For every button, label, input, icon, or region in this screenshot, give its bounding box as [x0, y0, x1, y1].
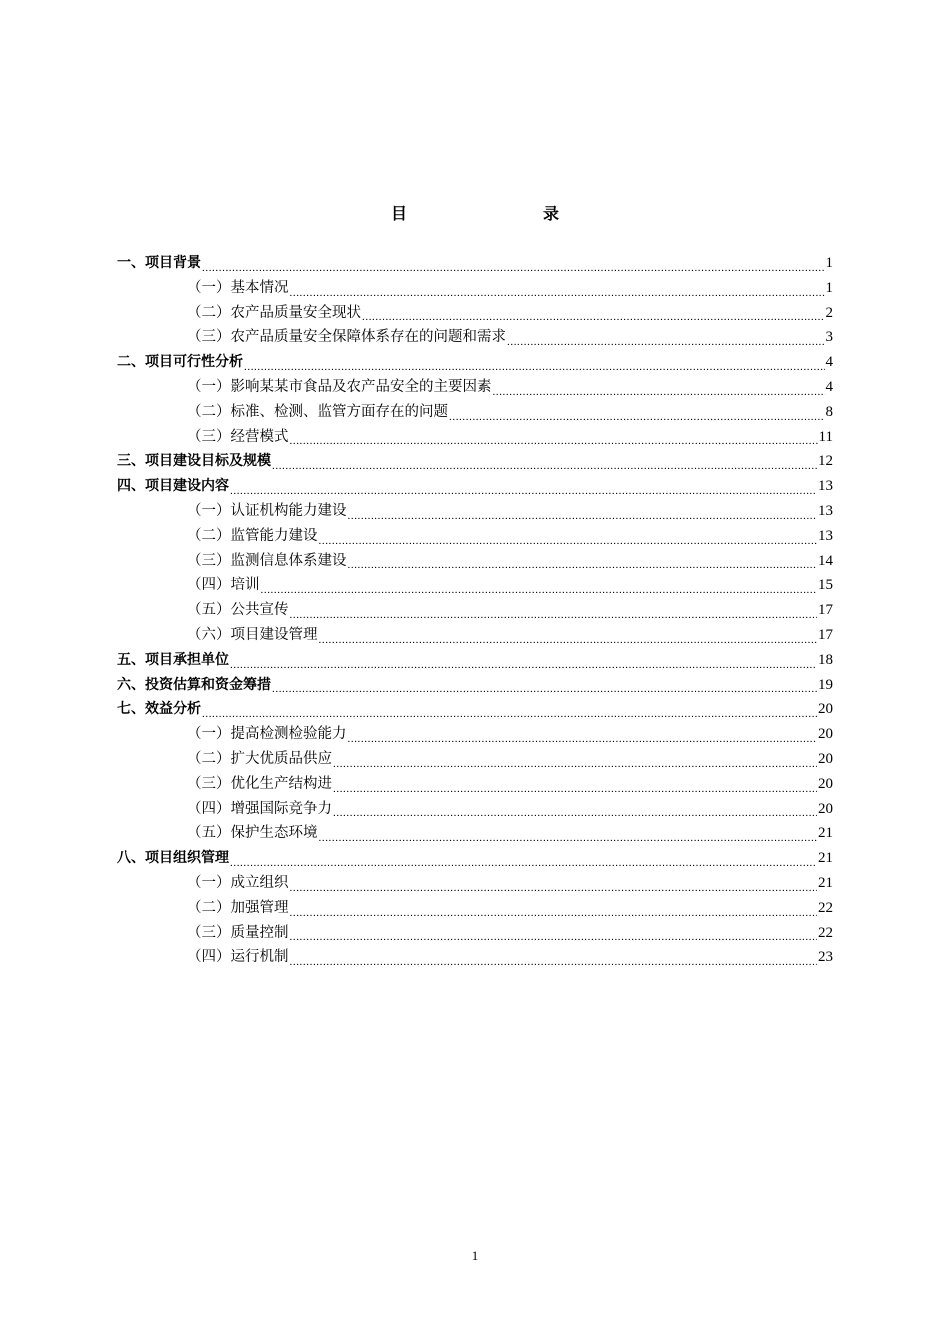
toc-entry-title: （一）成立组织 — [187, 874, 289, 891]
toc-entry-title: 五、项目承担单位 — [117, 651, 229, 668]
toc-chapter-entry[interactable] — [117, 350, 833, 375]
toc-entry-title: （六）项目建设管理 — [187, 626, 318, 643]
toc-entry-page: 17 — [818, 602, 833, 619]
toc-entry-title: 八、项目组织管理 — [117, 850, 229, 867]
toc-entry-page: 1 — [825, 279, 833, 296]
toc-section-entry[interactable] — [117, 425, 833, 450]
toc-entry-page: 11 — [818, 428, 833, 445]
toc-section-entry[interactable] — [117, 524, 833, 549]
toc-section-entry[interactable] — [117, 871, 833, 896]
toc-section-entry[interactable] — [117, 772, 833, 797]
toc-entry-title: （一）影响某某市食品及农产品安全的主要因素 — [187, 378, 492, 395]
toc-entry-title: 三、项目建设目标及规模 — [117, 453, 271, 470]
toc-entry-page: 2 — [825, 304, 833, 321]
toc-chapter-entry[interactable] — [117, 846, 833, 871]
toc-entry-title: （一）提高检测检验能力 — [187, 726, 347, 743]
toc-entry-page: 13 — [818, 502, 833, 519]
toc-dot-leader — [202, 697, 817, 722]
toc-section-entry[interactable] — [117, 747, 833, 772]
toc-dot-leader — [290, 945, 818, 970]
toc-entry-page: 13 — [818, 478, 833, 495]
toc-dot-leader — [261, 573, 818, 598]
toc-section-entry[interactable] — [117, 896, 833, 921]
toc-entry-page: 20 — [818, 701, 833, 718]
toc-section-entry[interactable] — [117, 549, 833, 574]
toc-section-entry[interactable] — [117, 325, 833, 350]
toc-entry-title: 二、项目可行性分析 — [117, 354, 243, 371]
toc-dot-leader — [333, 772, 817, 797]
toc-dot-leader — [290, 276, 825, 301]
toc-dot-leader — [244, 350, 825, 375]
toc-chapter-entry[interactable] — [117, 673, 833, 698]
toc-section-entry[interactable] — [117, 722, 833, 747]
toc-entry-title: （二）农产品质量安全现状 — [187, 304, 361, 321]
toc-entry-page: 15 — [818, 577, 833, 594]
toc-entry-page: 1 — [825, 255, 833, 271]
toc-dot-leader — [348, 499, 818, 524]
toc-entry-page: 4 — [825, 378, 833, 395]
toc-section-entry[interactable] — [117, 945, 833, 970]
table-of-contents — [117, 251, 833, 970]
toc-entry-page: 20 — [818, 775, 833, 792]
toc-section-entry[interactable] — [117, 797, 833, 822]
toc-entry-title: （三）监测信息体系建设 — [187, 552, 347, 569]
toc-dot-leader — [272, 673, 817, 698]
toc-entry-page: 19 — [818, 676, 833, 693]
toc-entry-title: （一）基本情况 — [187, 279, 289, 296]
toc-chapter-entry[interactable] — [117, 697, 833, 722]
toc-entry-page: 21 — [818, 874, 833, 891]
toc-dot-leader — [362, 301, 825, 326]
toc-entry-title: 四、项目建设内容 — [117, 478, 229, 495]
toc-chapter-entry[interactable] — [117, 648, 833, 673]
toc-entry-page: 20 — [818, 726, 833, 743]
toc-dot-leader — [333, 797, 817, 822]
toc-dot-leader — [449, 400, 825, 425]
toc-section-entry[interactable] — [117, 499, 833, 524]
toc-dot-leader — [230, 474, 817, 499]
toc-entry-page: 17 — [818, 626, 833, 643]
toc-dot-leader — [507, 325, 825, 350]
toc-chapter-entry[interactable] — [117, 474, 833, 499]
toc-section-entry[interactable] — [117, 375, 833, 400]
toc-entry-page: 22 — [818, 924, 833, 941]
toc-dot-leader — [202, 251, 825, 276]
toc-dot-leader — [230, 648, 817, 673]
toc-entry-page: 12 — [818, 453, 833, 470]
toc-entry-title: （三）优化生产结构进 — [187, 775, 332, 792]
page-number: 1 — [471, 1248, 479, 1263]
toc-section-entry[interactable] — [117, 821, 833, 846]
toc-chapter-entry[interactable] — [117, 251, 833, 276]
toc-entry-page: 13 — [818, 527, 833, 544]
toc-dot-leader — [493, 375, 825, 400]
toc-dot-leader — [290, 896, 818, 921]
toc-entry-title: 六、投资估算和资金筹措 — [117, 676, 271, 693]
toc-section-entry[interactable] — [117, 400, 833, 425]
toc-entry-title: （五）公共宣传 — [187, 602, 289, 619]
toc-entry-page: 14 — [818, 552, 833, 569]
toc-entry-title: （四）运行机制 — [187, 949, 289, 966]
toc-section-entry[interactable] — [117, 623, 833, 648]
toc-entry-title: （二）扩大优质品供应 — [187, 750, 332, 767]
toc-dot-leader — [319, 524, 818, 549]
toc-entry-title: （一）认证机构能力建设 — [187, 502, 347, 519]
toc-dot-leader — [290, 921, 818, 946]
toc-dot-leader — [290, 425, 818, 450]
toc-entry-page: 21 — [818, 850, 833, 867]
toc-entry-page: 20 — [818, 750, 833, 767]
toc-dot-leader — [230, 846, 817, 871]
toc-entry-title: （二）加强管理 — [187, 899, 289, 916]
toc-dot-leader — [272, 449, 817, 474]
toc-dot-leader — [319, 623, 818, 648]
toc-chapter-entry[interactable] — [117, 449, 833, 474]
toc-entry-page: 8 — [825, 403, 833, 420]
toc-entry-title: （二）标准、检测、监管方面存在的问题 — [187, 403, 448, 420]
toc-entry-page: 4 — [825, 354, 833, 371]
toc-title: 目 录 — [390, 204, 619, 223]
toc-section-entry[interactable] — [117, 921, 833, 946]
toc-section-entry[interactable] — [117, 301, 833, 326]
toc-entry-title: （二）监管能力建设 — [187, 527, 318, 544]
toc-entry-title: （五）保护生态环境 — [187, 825, 318, 842]
toc-dot-leader — [348, 549, 818, 574]
toc-entry-page: 23 — [818, 949, 833, 966]
toc-dot-leader — [290, 871, 818, 896]
toc-section-entry[interactable] — [117, 276, 833, 301]
toc-entry-page: 21 — [818, 825, 833, 842]
toc-section-entry[interactable] — [117, 598, 833, 623]
toc-entry-title: （四）培训 — [187, 577, 260, 594]
toc-dot-leader — [333, 747, 817, 772]
toc-entry-page: 18 — [818, 651, 833, 668]
toc-entry-page: 3 — [825, 329, 833, 346]
toc-entry-title: 一、项目背景 — [117, 255, 201, 271]
toc-dot-leader — [290, 598, 818, 623]
toc-dot-leader — [319, 821, 818, 846]
toc-entry-page: 20 — [818, 800, 833, 817]
toc-dot-leader — [348, 722, 818, 747]
toc-entry-title: （三）农产品质量安全保障体系存在的问题和需求 — [187, 329, 506, 346]
toc-entry-title: （三）质量控制 — [187, 924, 289, 941]
toc-entry-title: （四）增强国际竞争力 — [187, 800, 332, 817]
toc-section-entry[interactable] — [117, 573, 833, 598]
toc-entry-title: 七、效益分析 — [117, 701, 201, 718]
toc-entry-title: （三）经营模式 — [187, 428, 289, 445]
toc-entry-page: 22 — [818, 899, 833, 916]
